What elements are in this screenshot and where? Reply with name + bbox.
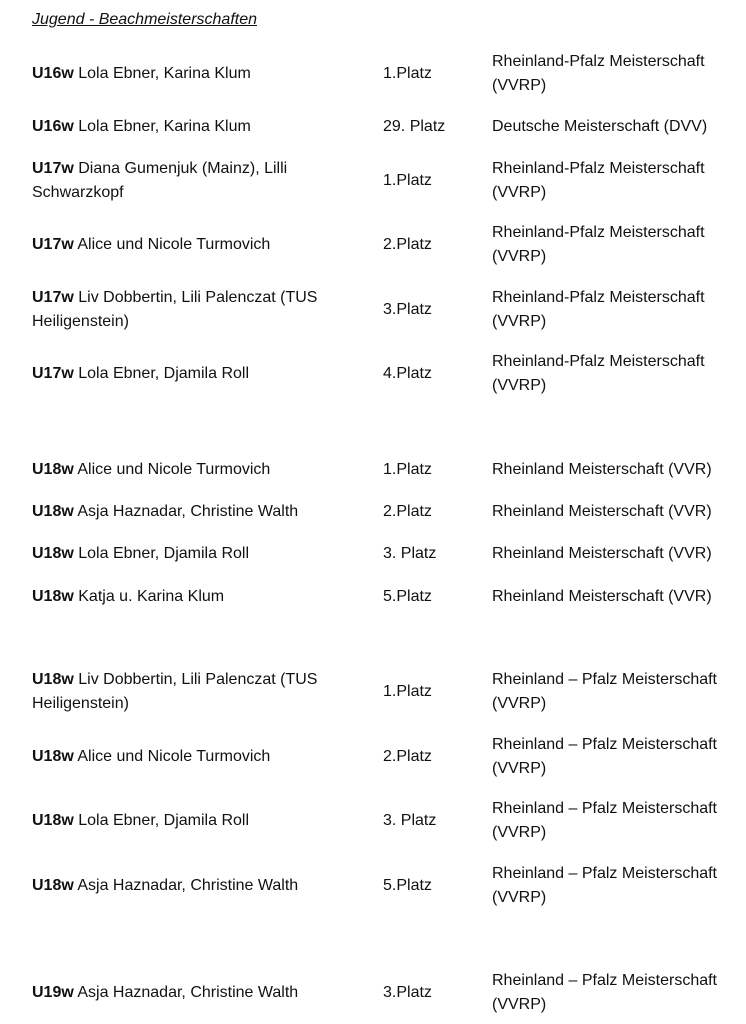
result-row — [0, 542, 746, 566]
age-category: U18w — [32, 545, 74, 562]
player-names: Lola Ebner, Karina Klum — [78, 65, 251, 82]
age-category: U17w — [32, 160, 74, 177]
participants — [32, 221, 362, 269]
result-row — [0, 585, 746, 609]
age-category: U16w — [32, 118, 74, 135]
player-names: Alice und Nicole Turmovich — [77, 461, 271, 478]
player-names: Diana Gumenjuk (Mainz), Lilli Schwarzkopf — [32, 160, 288, 201]
championship: Rheinland – Pfalz Meisterschaft (VVRP) — [492, 736, 717, 777]
result-row — [0, 50, 746, 98]
placement: 1.Platz — [383, 172, 432, 189]
age-category: U18w — [32, 461, 74, 478]
championship: Rheinland-Pfalz Meisterschaft (VVRP) — [492, 224, 705, 265]
result-row — [0, 221, 746, 269]
championship: Rheinland Meisterschaft (VVR) — [492, 461, 712, 478]
participants — [32, 458, 362, 482]
result-row — [0, 969, 746, 1017]
player-names: Liv Dobbertin, Lili Palenczat (TUS Heiligenstein) — [32, 671, 318, 712]
placement: 4.Platz — [383, 365, 432, 382]
championship: Rheinland Meisterschaft (VVR) — [492, 503, 712, 520]
player-names: Alice und Nicole Turmovich — [77, 748, 271, 765]
age-category: U18w — [32, 748, 74, 765]
player-names: Lola Ebner, Djamila Roll — [78, 365, 249, 382]
result-row — [0, 500, 746, 524]
championship: Rheinland-Pfalz Meisterschaft (VVRP) — [492, 53, 705, 94]
result-row — [0, 862, 746, 910]
championship: Rheinland-Pfalz Meisterschaft (VVRP) — [492, 160, 705, 201]
age-category: U18w — [32, 877, 74, 894]
placement: 2.Platz — [383, 503, 432, 520]
player-names: Asja Haznadar, Christine Walth — [77, 877, 299, 894]
player-names: Asja Haznadar, Christine Walth — [77, 503, 299, 520]
placement: 1.Platz — [383, 65, 432, 82]
participants — [32, 350, 362, 398]
participants — [32, 50, 362, 98]
age-category: U19w — [32, 984, 74, 1001]
participants — [32, 668, 362, 716]
result-row — [0, 668, 746, 716]
placement: 1.Platz — [383, 461, 432, 478]
championship: Rheinland – Pfalz Meisterschaft (VVRP) — [492, 800, 717, 841]
championship: Rheinland – Pfalz Meisterschaft (VVRP) — [492, 972, 717, 1013]
placement: 2.Platz — [383, 748, 432, 765]
result-row — [0, 733, 746, 781]
placement: 29. Platz — [383, 118, 446, 135]
placement: 3. Platz — [383, 812, 437, 829]
championship: Rheinland – Pfalz Meisterschaft (VVRP) — [492, 671, 717, 712]
participants — [32, 500, 362, 524]
championship: Rheinland-Pfalz Meisterschaft (VVRP) — [492, 353, 705, 394]
player-names: Katja u. Karina Klum — [78, 588, 225, 605]
placement: 5.Platz — [383, 588, 432, 605]
participants — [32, 797, 362, 845]
participants — [32, 286, 362, 334]
player-names: Alice und Nicole Turmovich — [77, 236, 271, 253]
championship: Rheinland-Pfalz Meisterschaft (VVRP) — [492, 289, 705, 330]
placement: 5.Platz — [383, 877, 432, 894]
player-names: Asja Haznadar, Christine Walth — [77, 984, 299, 1001]
championship: Rheinland Meisterschaft (VVR) — [492, 588, 712, 605]
championship: Rheinland – Pfalz Meisterschaft (VVRP) — [492, 865, 717, 906]
championship: Rheinland Meisterschaft (VVR) — [492, 545, 712, 562]
age-category: U18w — [32, 671, 74, 688]
result-row — [0, 350, 746, 398]
placement: 1.Platz — [383, 683, 432, 700]
player-names: Lola Ebner, Karina Klum — [78, 118, 251, 135]
participants — [32, 115, 362, 139]
placement: 2.Platz — [383, 236, 432, 253]
result-row — [0, 115, 746, 139]
age-category: U17w — [32, 289, 74, 306]
participants — [32, 733, 362, 781]
page-heading: Jugend - Beachmeisterschaften — [32, 11, 258, 28]
participants — [32, 157, 362, 205]
player-names: Lola Ebner, Djamila Roll — [78, 545, 249, 562]
placement: 3.Platz — [383, 984, 432, 1001]
age-category: U16w — [32, 65, 74, 82]
placement: 3.Platz — [383, 301, 432, 318]
age-category: U18w — [32, 503, 74, 520]
player-names: Lola Ebner, Djamila Roll — [78, 812, 249, 829]
result-row — [0, 286, 746, 334]
participants — [32, 585, 362, 609]
championship: Deutsche Meisterschaft (DVV) — [492, 118, 708, 135]
participants — [32, 862, 362, 910]
placement: 3. Platz — [383, 545, 437, 562]
age-category: U17w — [32, 236, 74, 253]
result-row — [0, 157, 746, 205]
age-category: U18w — [32, 812, 74, 829]
participants — [32, 542, 362, 566]
result-row — [0, 458, 746, 482]
participants — [32, 969, 362, 1017]
age-category: U18w — [32, 588, 74, 605]
player-names: Liv Dobbertin, Lili Palenczat (TUS Heiligenstein) — [32, 289, 318, 330]
result-row — [0, 797, 746, 845]
age-category: U17w — [32, 365, 74, 382]
